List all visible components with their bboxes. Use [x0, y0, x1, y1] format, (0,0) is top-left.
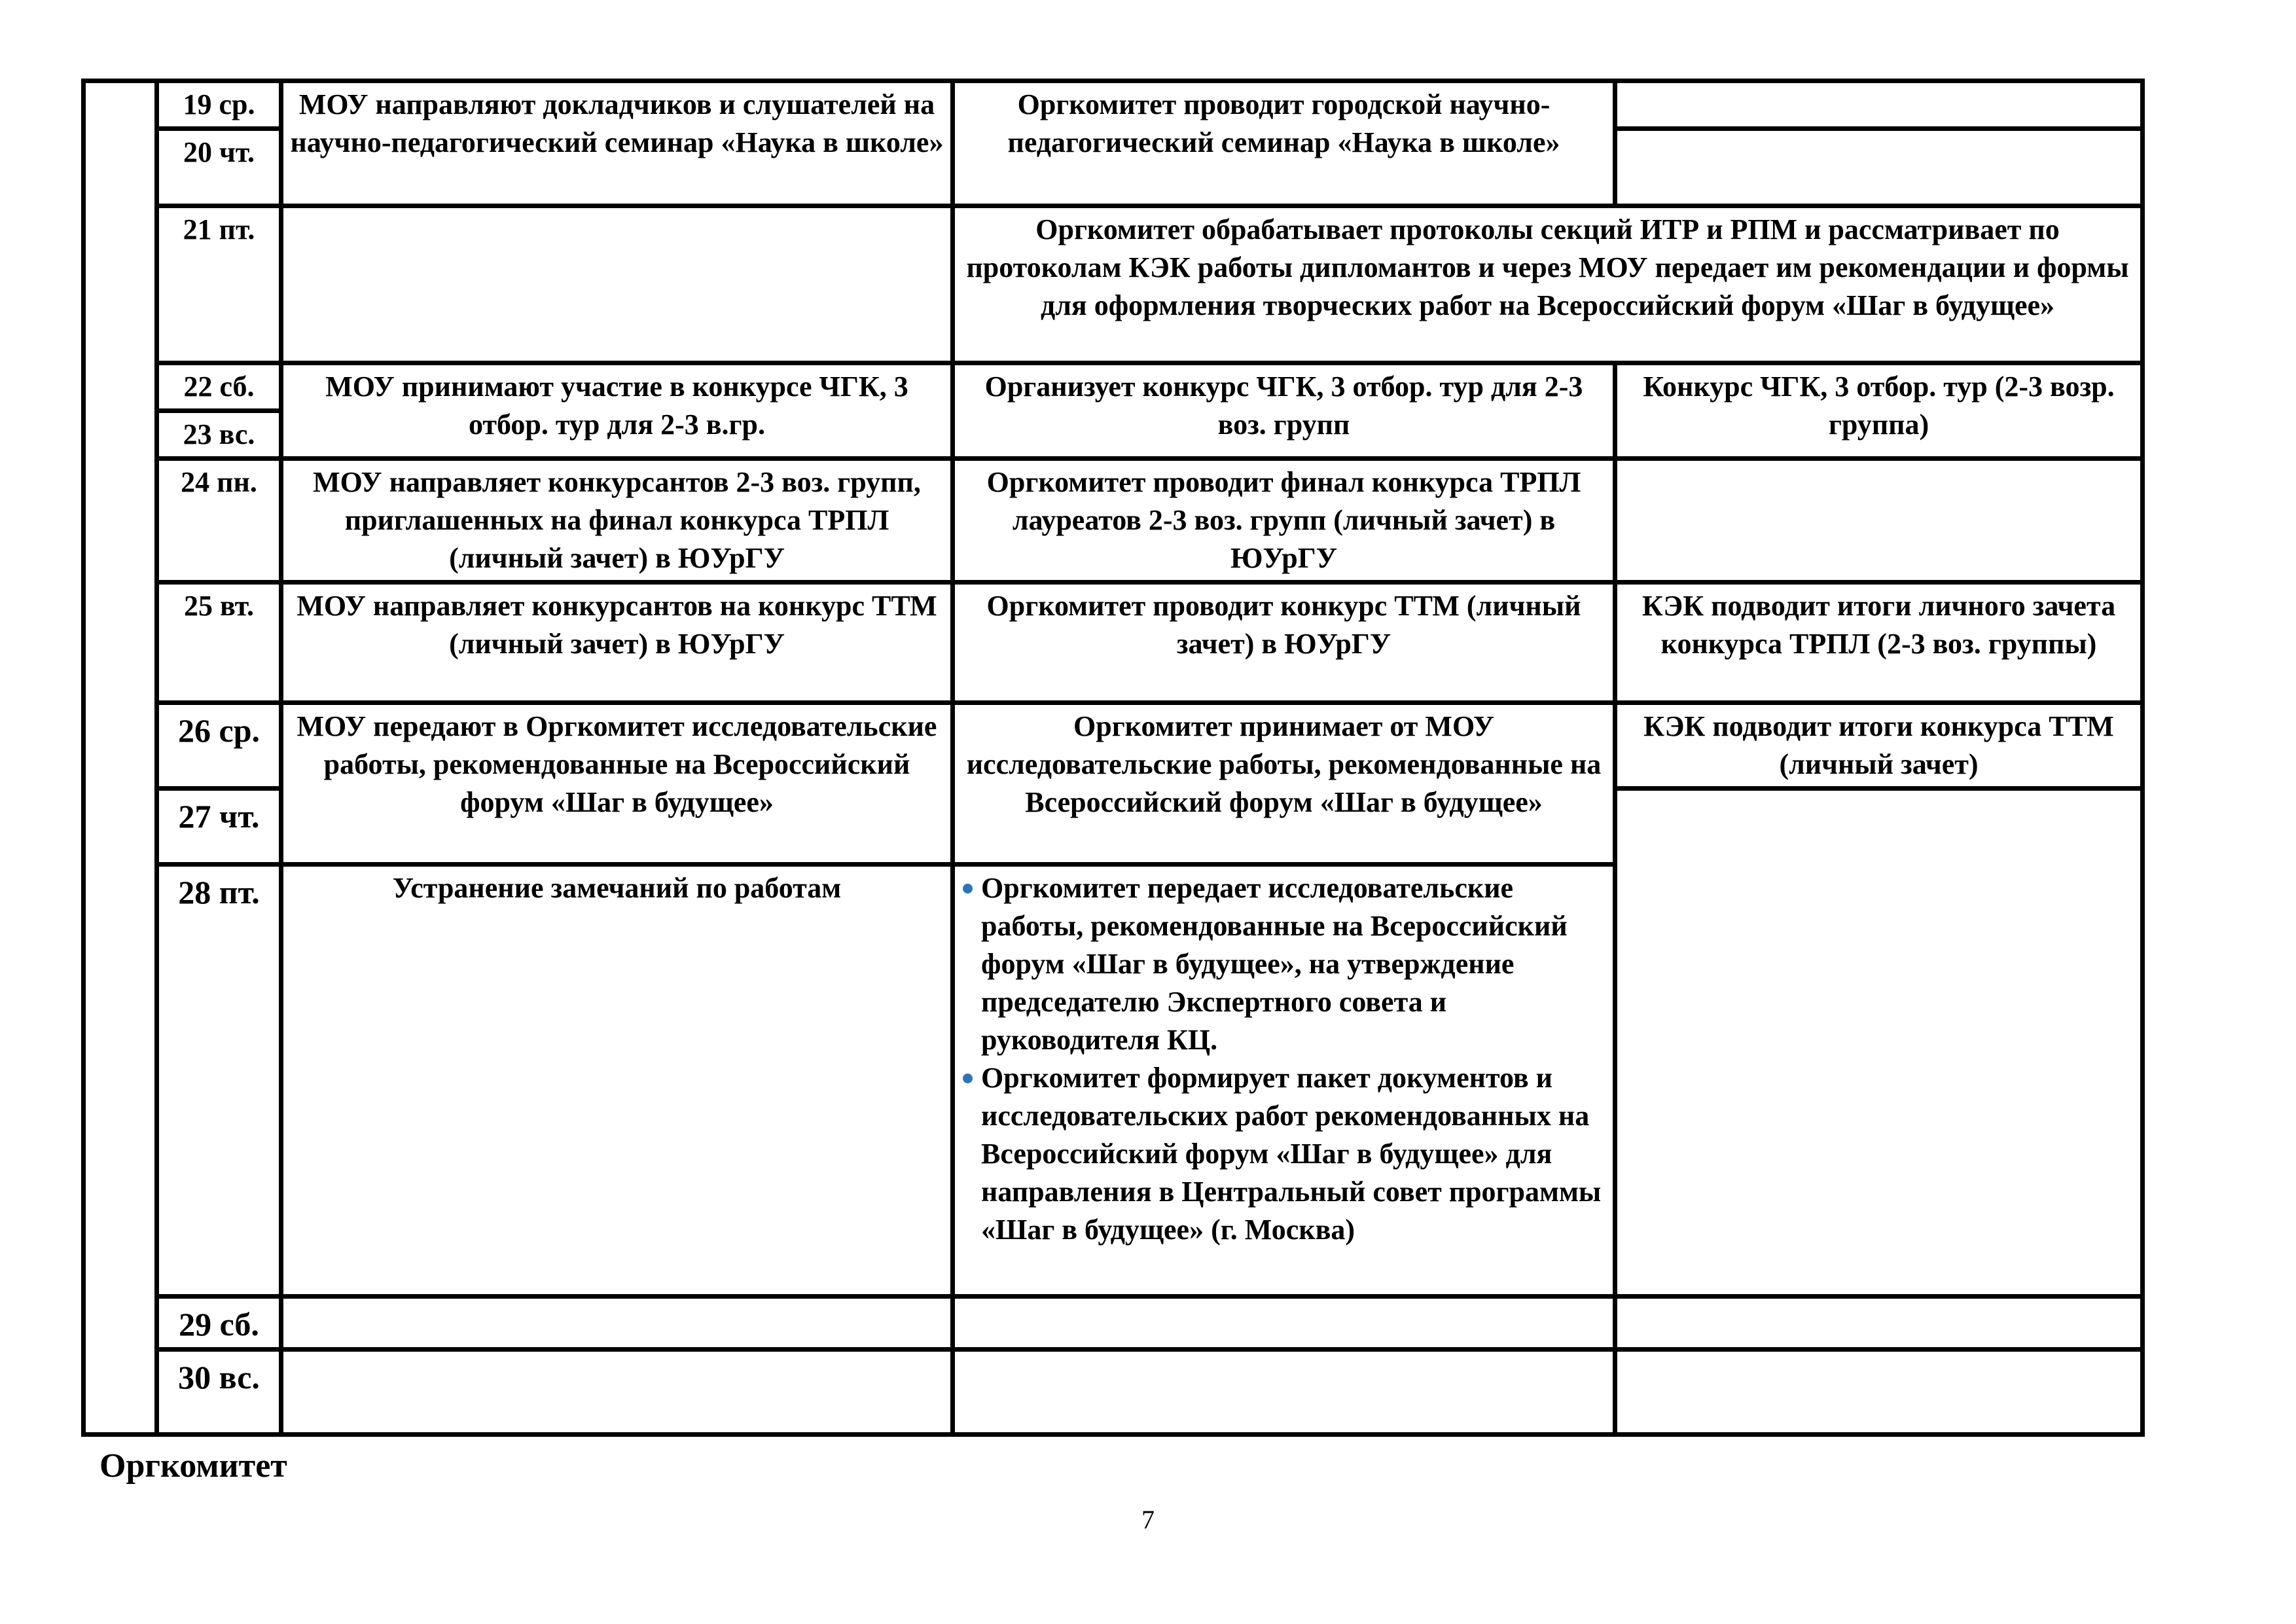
day-cell: 29 сб.	[157, 1297, 281, 1350]
page-number: 7	[1141, 1505, 1155, 1534]
table-row	[84, 206, 2143, 363]
day-cell: 22 сб.	[157, 363, 281, 411]
kek-cell	[1615, 1297, 2143, 1350]
list-item-text: Оргкомитет формирует пакет документов и исследовательских работ рекомендованных на Всероссийский форум «Шаг в будущее» для направления в Центральный совет программы «Шаг в будущее» (г. Москва)	[981, 1062, 1602, 1246]
schedule-table	[81, 79, 2145, 1437]
mou-cell: МОУ направляют докладчиков и слушателей на научно-педагогический семинар «Наука в школе»	[281, 81, 953, 206]
table-row	[84, 1297, 2143, 1350]
mou-cell	[281, 1297, 953, 1350]
table-row	[84, 363, 2143, 411]
list-item	[961, 1059, 1606, 1249]
day-cell: 20 чт.	[157, 129, 281, 206]
day-cell: 21 пт.	[157, 206, 281, 363]
list-item-text: Оргкомитет передает исследовательские работы, рекомендованные на Всероссийский форум «Шаг в будущее», на утверждение председателю Экспертного совета и руководителя КЦ.	[981, 872, 1568, 1056]
orgcommittee-cell: Оргкомитет проводит финал конкурса ТРПЛ лауреатов 2-3 воз. групп (личный зачет) в ЮУрГУ	[953, 459, 1615, 583]
mou-cell: МОУ направляет конкурсантов 2-3 воз. групп, приглашенных на финал конкурса ТРПЛ (личный зачет) в ЮУрГУ	[281, 459, 953, 583]
orgcommittee-cell: Оргкомитет проводит конкурс ТТМ (личный зачет) в ЮУрГУ	[953, 583, 1615, 703]
day-cell: 28 пт.	[157, 865, 281, 1297]
orgcommittee-cell	[953, 865, 1615, 1297]
day-cell: 25 вт.	[157, 583, 281, 703]
footer-signature: Оргкомитет	[99, 1447, 287, 1485]
day-cell: 23 вс.	[157, 411, 281, 459]
day-cell: 27 чт.	[157, 789, 281, 865]
orgcommittee-cell: Организует конкурс ЧГК, 3 отбор. тур для 2-3 воз. групп	[953, 363, 1615, 459]
table-row	[84, 583, 2143, 703]
kek-cell: КЭК подводит итоги конкурса ТТМ (личный зачет)	[1615, 703, 2143, 789]
kek-cell	[1615, 459, 2143, 583]
mou-cell: МОУ направляет конкурсантов на конкурс ТТМ (личный зачет) в ЮУрГУ	[281, 583, 953, 703]
orgcommittee-cell	[953, 1350, 1615, 1435]
day-cell: 19 ср.	[157, 81, 281, 129]
mou-cell: МОУ принимают участие в конкурсе ЧГК, 3 отбор. тур для 2-3 в.гр.	[281, 363, 953, 459]
mou-cell: Устранение замечаний по работам	[281, 865, 953, 1297]
orgcommittee-cell	[953, 1297, 1615, 1350]
kek-cell	[1615, 1350, 2143, 1435]
table-row	[84, 1350, 2143, 1435]
list-item	[961, 869, 1606, 1059]
bullet-icon	[963, 884, 973, 893]
table-row	[84, 81, 2143, 129]
table-row	[84, 703, 2143, 789]
mou-cell: МОУ передают в Оргкомитет исследовательские работы, рекомендованные на Всероссийский форум «Шаг в будущее»	[281, 703, 953, 865]
kek-cell: Конкурс ЧГК, 3 отбор. тур (2-3 возр. группа)	[1615, 363, 2143, 459]
month-column	[84, 81, 157, 1435]
kek-cell	[1615, 129, 2143, 206]
day-cell: 26 ср.	[157, 703, 281, 789]
bullet-icon	[963, 1074, 973, 1083]
kek-cell: КЭК подводит итоги личного зачета конкурса ТРПЛ (2-3 воз. группы)	[1615, 583, 2143, 703]
mou-cell	[281, 1350, 953, 1435]
bullet-list	[961, 869, 1606, 1249]
orgcommittee-cell: Оргкомитет проводит городской научно-педагогический семинар «Наука в школе»	[953, 81, 1615, 206]
kek-cell	[1615, 789, 2143, 1297]
orgcommittee-cell: Оргкомитет обрабатывает протоколы секций ИТР и РПМ и рассматривает по протоколам КЭК работы дипломантов и через МОУ передает им рекомендации и формы для оформления творческих работ на Всероссийский форум «Шаг в будущее»	[953, 206, 2143, 363]
orgcommittee-cell: Оргкомитет принимает от МОУ исследовательские работы, рекомендованные на Всероссийский форум «Шаг в будущее»	[953, 703, 1615, 865]
mou-cell	[281, 206, 953, 363]
table-row	[84, 459, 2143, 583]
day-cell: 30 вс.	[157, 1350, 281, 1435]
day-cell: 24 пн.	[157, 459, 281, 583]
kek-cell	[1615, 81, 2143, 129]
